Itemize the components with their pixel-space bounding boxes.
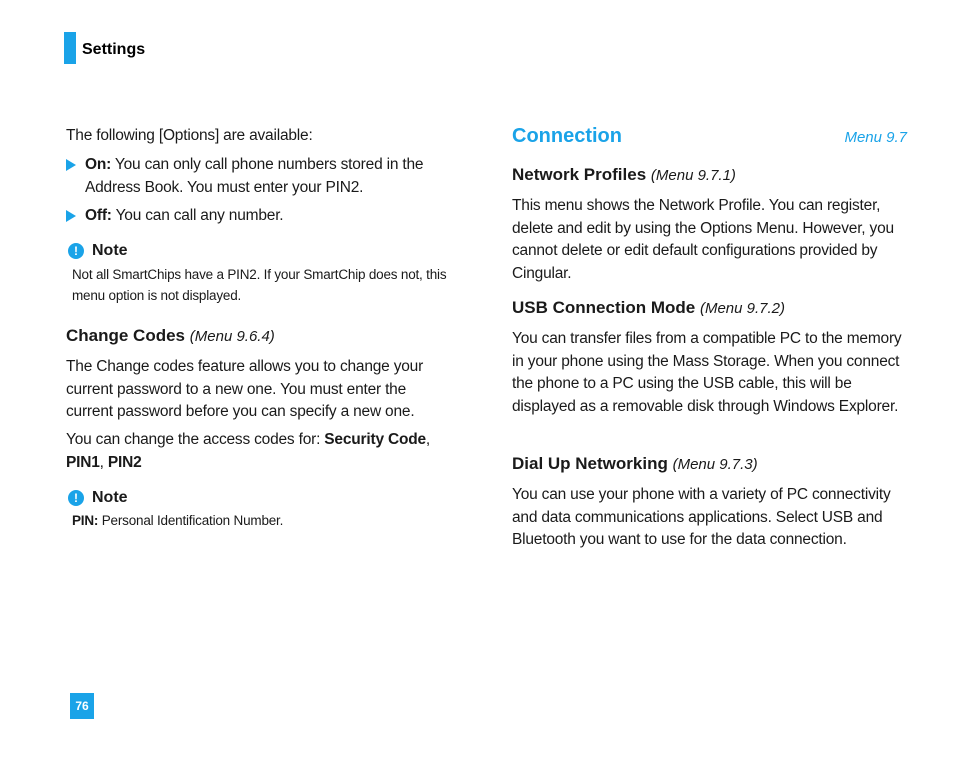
change-codes-para: The Change codes feature allows you to change your current password to a new one. You must enter the current password before you can specify a new one. <box>66 358 424 420</box>
connection-section-title: Connection <box>512 125 622 147</box>
dialup-heading <box>512 454 758 474</box>
note-body: Not all SmartChips have a PIN2. If your SmartChip does not, this menu option is not displayed. <box>72 267 447 303</box>
pin-definition: Personal Identification Number. <box>98 513 284 528</box>
option-off <box>66 205 455 228</box>
network-profiles-menu: (Menu 9.7.1) <box>650 167 736 184</box>
bullet-arrow-icon <box>66 159 76 171</box>
option-on <box>66 154 455 199</box>
options-intro: The following [Options] are available: <box>66 127 313 144</box>
option-on-label: On: <box>85 156 112 173</box>
access-codes-prefix: You can change the access codes for: <box>66 431 325 448</box>
page-number: 76 <box>70 693 94 719</box>
usb-title: USB Connection Mode <box>512 298 696 317</box>
access-codes-para <box>66 429 456 474</box>
dialup-title: Dial Up Networking <box>512 454 668 473</box>
change-codes-heading <box>66 326 275 346</box>
option-on-text: You can only call phone numbers stored in the Address Book. You must enter your PIN2. <box>85 156 424 196</box>
pin-label: PIN: <box>72 513 99 528</box>
code-security: Security Code <box>324 431 426 448</box>
note-body <box>72 511 456 532</box>
network-profiles-body: This menu shows the Network Profile. You can register, delete and edit by using the Options Menu. However, you cannot delete or edit default configurations provided by Cingular. <box>512 197 894 282</box>
network-profiles-title: Network Profiles <box>512 165 647 184</box>
exclamation-icon: ! <box>68 490 84 506</box>
option-off-label: Off: <box>85 207 112 224</box>
dialup-body: You can use your phone with a variety of PC connectivity and data communications applications. Select USB and Bluetooth you want to use for the data connection. <box>512 486 891 548</box>
usb-heading <box>512 298 785 318</box>
connection-section-menu: Menu 9.7 <box>844 129 907 146</box>
code-separator: , <box>99 453 108 471</box>
usb-menu: (Menu 9.7.2) <box>699 300 785 317</box>
code-pin2: PIN2 <box>107 453 142 471</box>
note-heading <box>68 489 128 507</box>
network-profiles-heading <box>512 165 736 185</box>
option-off-text: You can call any number. <box>111 207 284 224</box>
note-heading <box>68 242 128 260</box>
bullet-arrow-icon <box>66 210 76 222</box>
usb-body: You can transfer files from a compatible PC to the memory in your phone using the Mass Storage. When you connect the phone to a PC using the USB cable, this will be displayed as a removable disk through Windows Explorer. <box>512 330 902 415</box>
exclamation-icon: ! <box>68 243 84 259</box>
code-separator: , <box>425 431 431 448</box>
code-pin1: PIN1 <box>66 453 100 471</box>
header-accent-bar <box>64 32 76 64</box>
dialup-menu: (Menu 9.7.3) <box>672 456 758 473</box>
page-header-title: Settings <box>82 41 146 58</box>
note-heading-label: Note <box>92 489 128 506</box>
note-heading-label: Note <box>92 242 128 259</box>
change-codes-title: Change Codes <box>66 326 186 345</box>
change-codes-menu: (Menu 9.6.4) <box>189 328 275 345</box>
